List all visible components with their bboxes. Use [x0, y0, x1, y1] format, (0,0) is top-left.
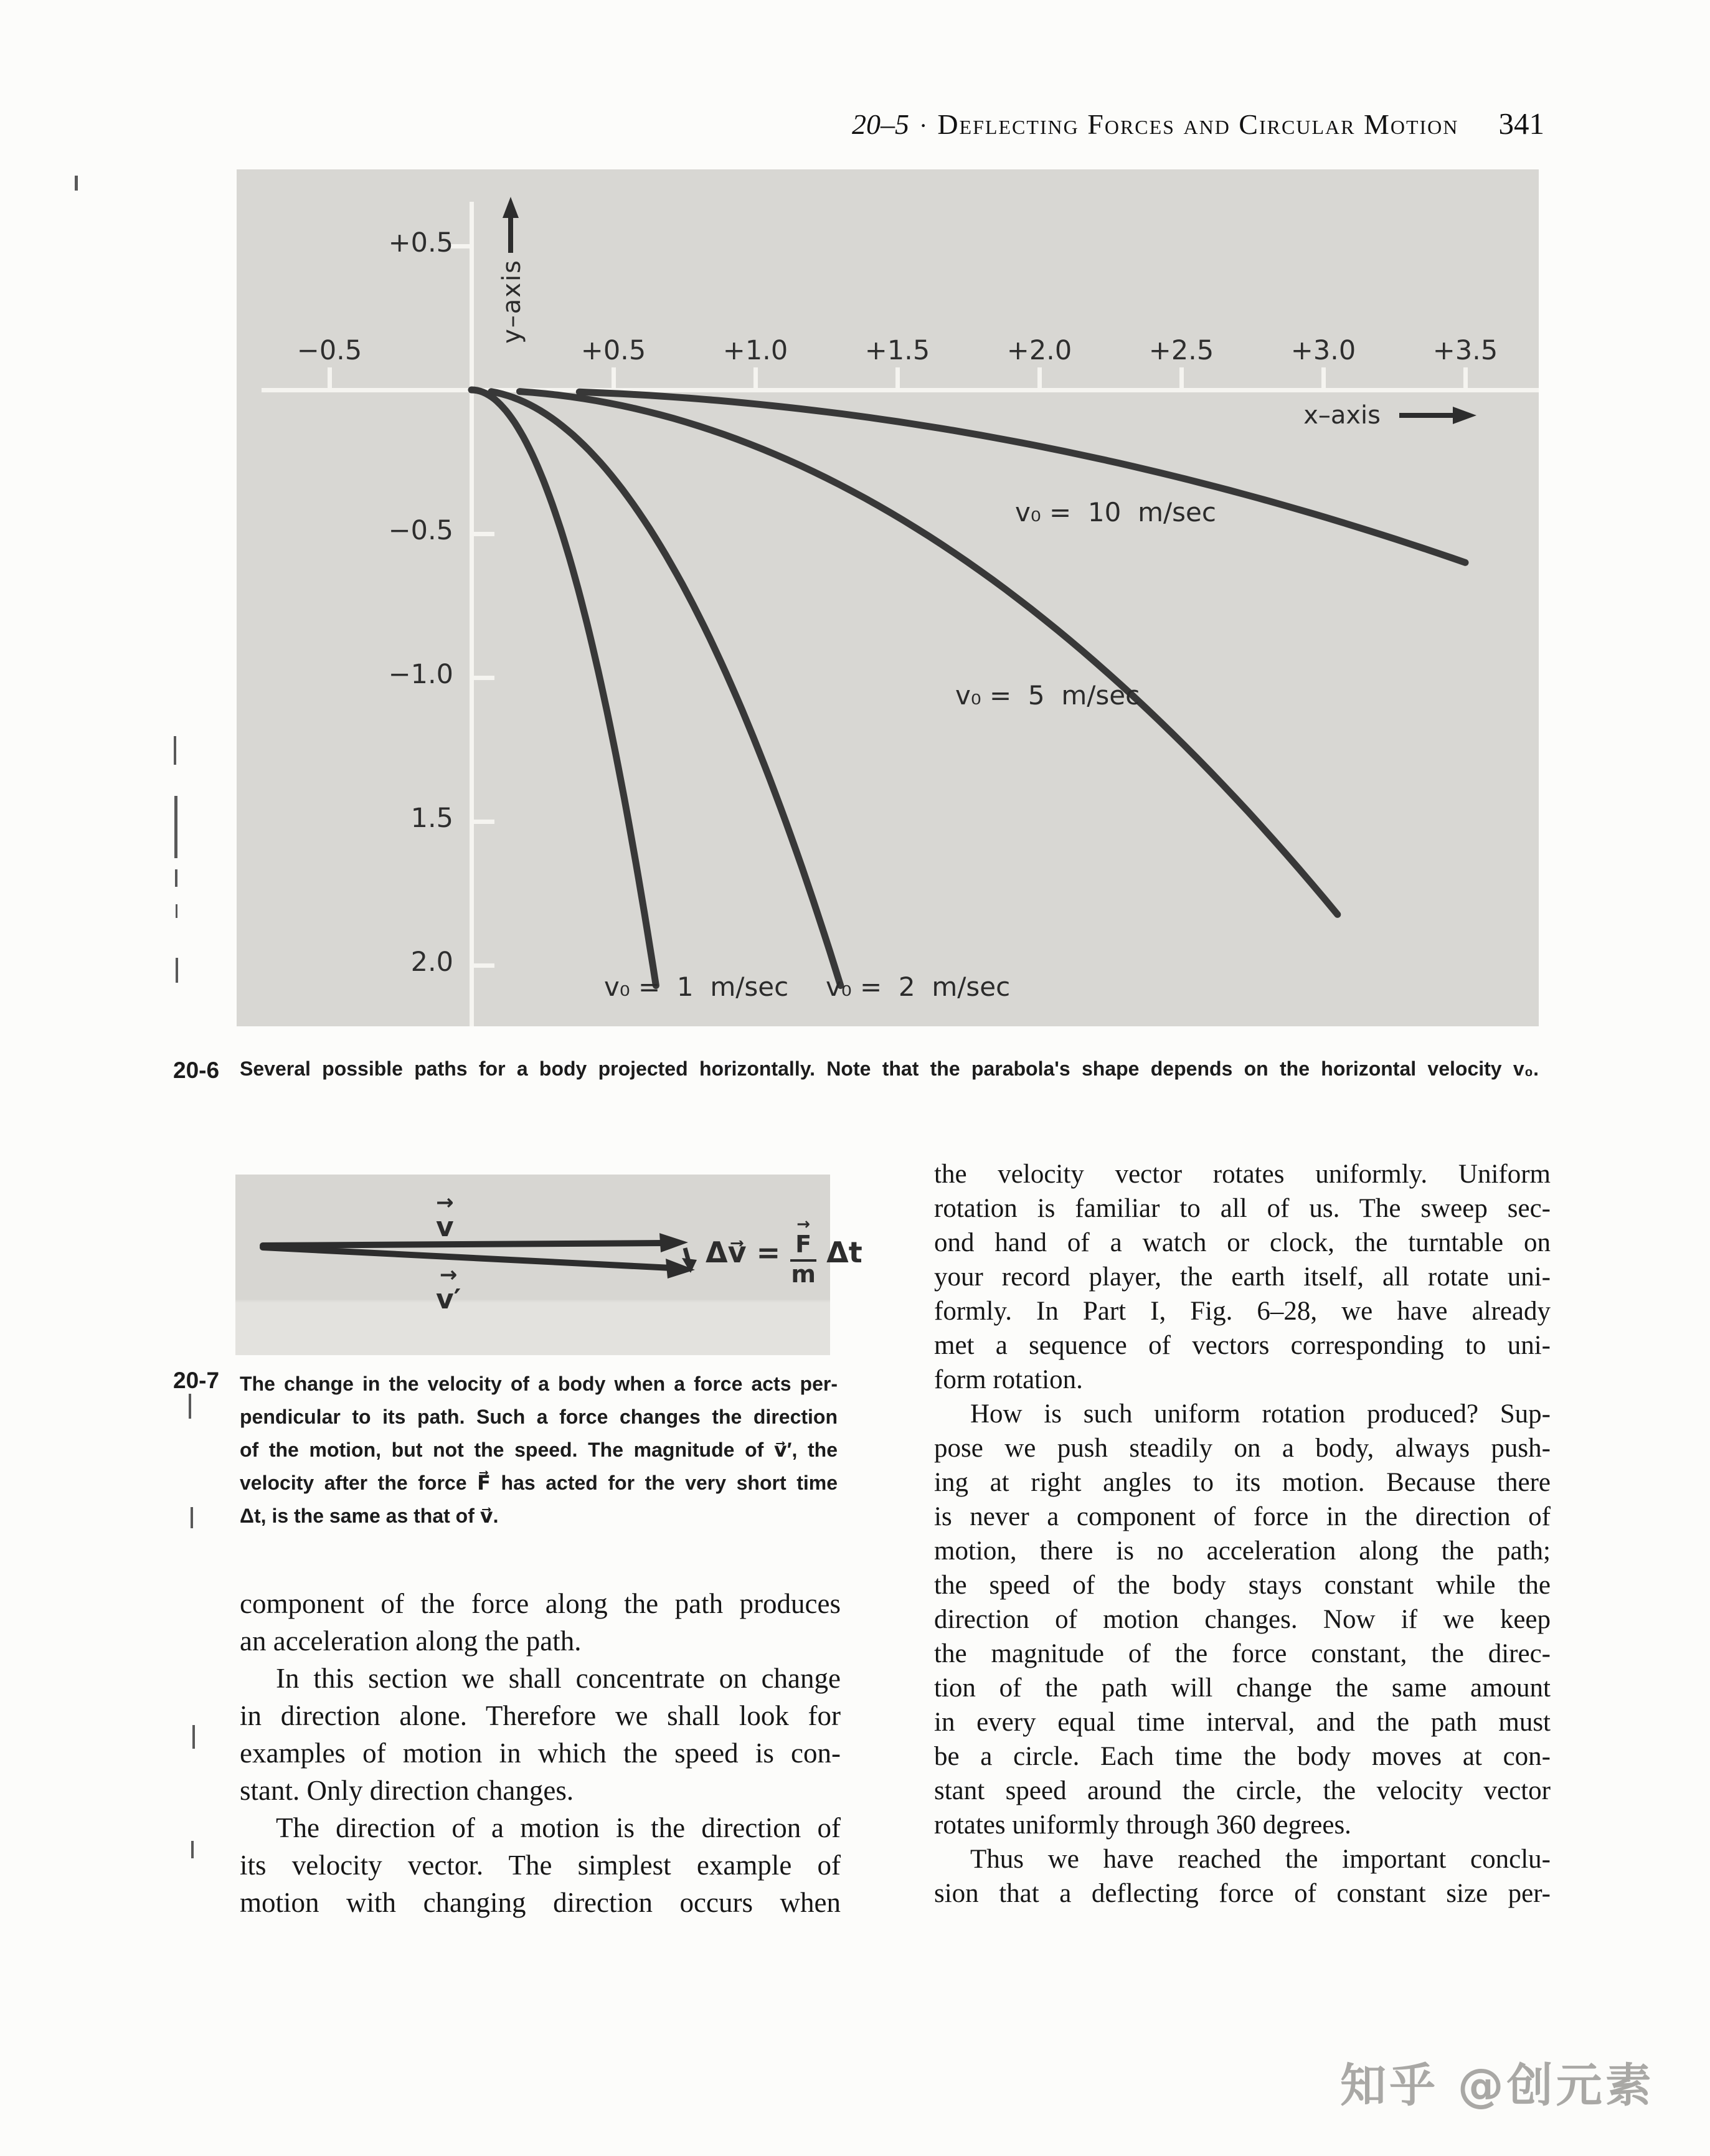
page-header [852, 106, 1544, 141]
vector-v-label: → v [436, 1190, 454, 1243]
text-line: ing at right angles to its motion. Because there [934, 1468, 1551, 1497]
figure-20-7-caption [240, 1368, 838, 1533]
y-axis-label: y–axis [498, 259, 526, 344]
vector-v-prime-label: → v′ [436, 1262, 461, 1315]
x-tick [895, 367, 900, 388]
x-tick-label: +3.0 [1290, 335, 1356, 366]
x-tick-label: +2.5 [1148, 335, 1214, 366]
vector-v-prime-shaft [263, 1247, 671, 1268]
text-line: ond hand of a watch or clock, the turntable on [934, 1228, 1551, 1257]
curve-label: v₀ = 1 m/sec [604, 972, 789, 1002]
text-line: its velocity vector. The simplest example of [240, 1850, 841, 1881]
y-tick-label: 1.5 [410, 803, 453, 834]
text-line: an acceleration along the path. [240, 1625, 582, 1657]
y-tick [474, 820, 494, 824]
scan-artifact [174, 796, 177, 858]
text-line: rotates uniformly through 360 degrees. [934, 1810, 1351, 1840]
text-line: In this section we shall concentrate on change [276, 1663, 841, 1694]
scan-artifact [176, 904, 177, 918]
force-over-mass-fraction: → F m [791, 1214, 816, 1288]
x-tick [1321, 367, 1326, 388]
text-line: direction of motion changes. Now if we keep [934, 1605, 1551, 1634]
text-line: the speed of the body stays constant while the [934, 1571, 1551, 1600]
text-line: is never a component of force in the direction of [934, 1502, 1551, 1531]
vector-arrow-icon: → [439, 1262, 458, 1287]
figure-20-7-diagram [235, 1175, 862, 1355]
right-text-column [934, 1157, 1551, 1911]
scan-artifact [191, 1507, 193, 1528]
delta-v-equation [706, 1214, 862, 1288]
curve-label: v₀ = 2 m/sec [826, 972, 1011, 1002]
curve-v0-1 [471, 390, 656, 986]
x-tick-label: +2.0 [1006, 335, 1072, 366]
scan-artifact [189, 1394, 191, 1419]
text-line: component of the force along the path produces [240, 1588, 841, 1619]
y-tick-label: +0.5 [388, 227, 453, 258]
text-line: The direction of a motion is the direction of [276, 1812, 841, 1843]
vector-arrow-icon: → [436, 1190, 454, 1215]
text-line: examples of motion in which the speed is con- [240, 1738, 841, 1769]
curve-v0-5 [520, 392, 1338, 915]
text-line: the magnitude of the force constant, the direc- [934, 1639, 1551, 1668]
y-tick-label: −1.0 [388, 659, 453, 690]
text-line: in every equal time interval, and the path must [934, 1708, 1551, 1737]
x-tick [612, 367, 616, 388]
text-line: Thus we have reached the important conclu- [970, 1845, 1551, 1874]
text-line: of the motion, but not the speed. The magnitude of v⃗′, the [240, 1439, 838, 1461]
scan-artifact [175, 869, 177, 887]
curve-v0-10 [579, 392, 1465, 562]
x-tick-label: −0.5 [296, 335, 362, 366]
x-axis-label-text: x–axis [1303, 401, 1381, 430]
left-text-column [240, 1585, 841, 1921]
scan-artifact [191, 1841, 194, 1858]
curve-label: v₀ = 10 m/sec [1015, 497, 1216, 527]
vector-v-shaft [263, 1243, 665, 1246]
y-tick [474, 532, 494, 536]
x-tick [328, 367, 332, 388]
x-tick-label: +0.5 [580, 335, 646, 366]
equation-factor: Δt [826, 1236, 862, 1269]
equation-equals: = [756, 1236, 781, 1269]
text-line: be a circle. Each time the body moves at con- [934, 1742, 1551, 1771]
text-line: formly. In Part I, Fig. 6–28, we have already [934, 1297, 1551, 1326]
text-line: The change in the velocity of a body when a force acts per- [240, 1373, 838, 1395]
text-line: motion, there is no acceleration along the path; [934, 1536, 1551, 1566]
equation-lhs: Δv⃗ [706, 1236, 747, 1269]
text-line: in direction alone. Therefore we shall look for [240, 1700, 841, 1731]
figure-20-6-caption: Several possible paths for a body projected horizontally. Note that the parabola's shape depends on the horizontal velocity v₀. [240, 1057, 1539, 1080]
x-tick-label: +3.5 [1432, 335, 1498, 366]
figure-20-7-number: 20-7 [173, 1368, 220, 1393]
y-tick-label: −0.5 [388, 515, 453, 546]
x-tick [1037, 367, 1042, 388]
page-number: 341 [1498, 106, 1544, 141]
text-line: pendicular to its path. Such a force changes the direction [240, 1406, 838, 1428]
projectile-path-curves [237, 169, 1539, 1026]
text-line: pose we push steadily on a body, always push- [934, 1434, 1551, 1463]
text-line: your record player, the earth itself, all rotate uni- [934, 1262, 1551, 1292]
x-tick-label: +1.0 [722, 335, 788, 366]
vector-arrow-icon: → [796, 1214, 811, 1234]
figure-20-6-chart [237, 169, 1539, 1026]
x-tick [1463, 367, 1468, 388]
text-line: tion of the path will change the same amount [934, 1673, 1551, 1703]
scan-artifact [75, 176, 78, 191]
scan-artifact [192, 1725, 195, 1749]
header-separator: · [919, 111, 928, 139]
text-line: the velocity vector rotates uniformly. Uniform [934, 1160, 1551, 1189]
text-line: velocity after the force F⃗ has acted for the very short time [240, 1472, 838, 1494]
figure-20-6-number: 20-6 [173, 1057, 220, 1083]
x-tick [1179, 367, 1184, 388]
text-line: How is such uniform rotation produced? Sup- [970, 1399, 1551, 1429]
text-line: rotation is familiar to all of us. The sweep sec- [934, 1194, 1551, 1223]
text-line: motion with changing direction occurs when [240, 1887, 841, 1918]
text-line: sion that a deflecting force of constant size per- [934, 1879, 1551, 1908]
y-tick [474, 963, 494, 968]
text-line: stant speed around the circle, the velocity vector [934, 1776, 1551, 1805]
watermark: 知乎 @创元素 [1340, 2059, 1655, 2112]
x-tick [753, 367, 758, 388]
scan-artifact [174, 736, 176, 765]
chapter-title: Deflecting Forces and Circular Motion [937, 108, 1459, 140]
text-line: met a sequence of vectors corresponding to uni- [934, 1331, 1551, 1360]
section-number: 20–5 [852, 108, 909, 140]
x-tick-label: +1.5 [864, 335, 930, 366]
text-line: stant. Only direction changes. [240, 1775, 574, 1806]
text-line: form rotation. [934, 1365, 1083, 1394]
text-line: Δt, is the same as that of v⃗. [240, 1505, 499, 1527]
y-tick-label: 2.0 [410, 947, 453, 978]
curve-label: v₀ = 5 m/sec [955, 680, 1140, 711]
scan-artifact [176, 958, 178, 983]
y-tick [474, 676, 494, 680]
